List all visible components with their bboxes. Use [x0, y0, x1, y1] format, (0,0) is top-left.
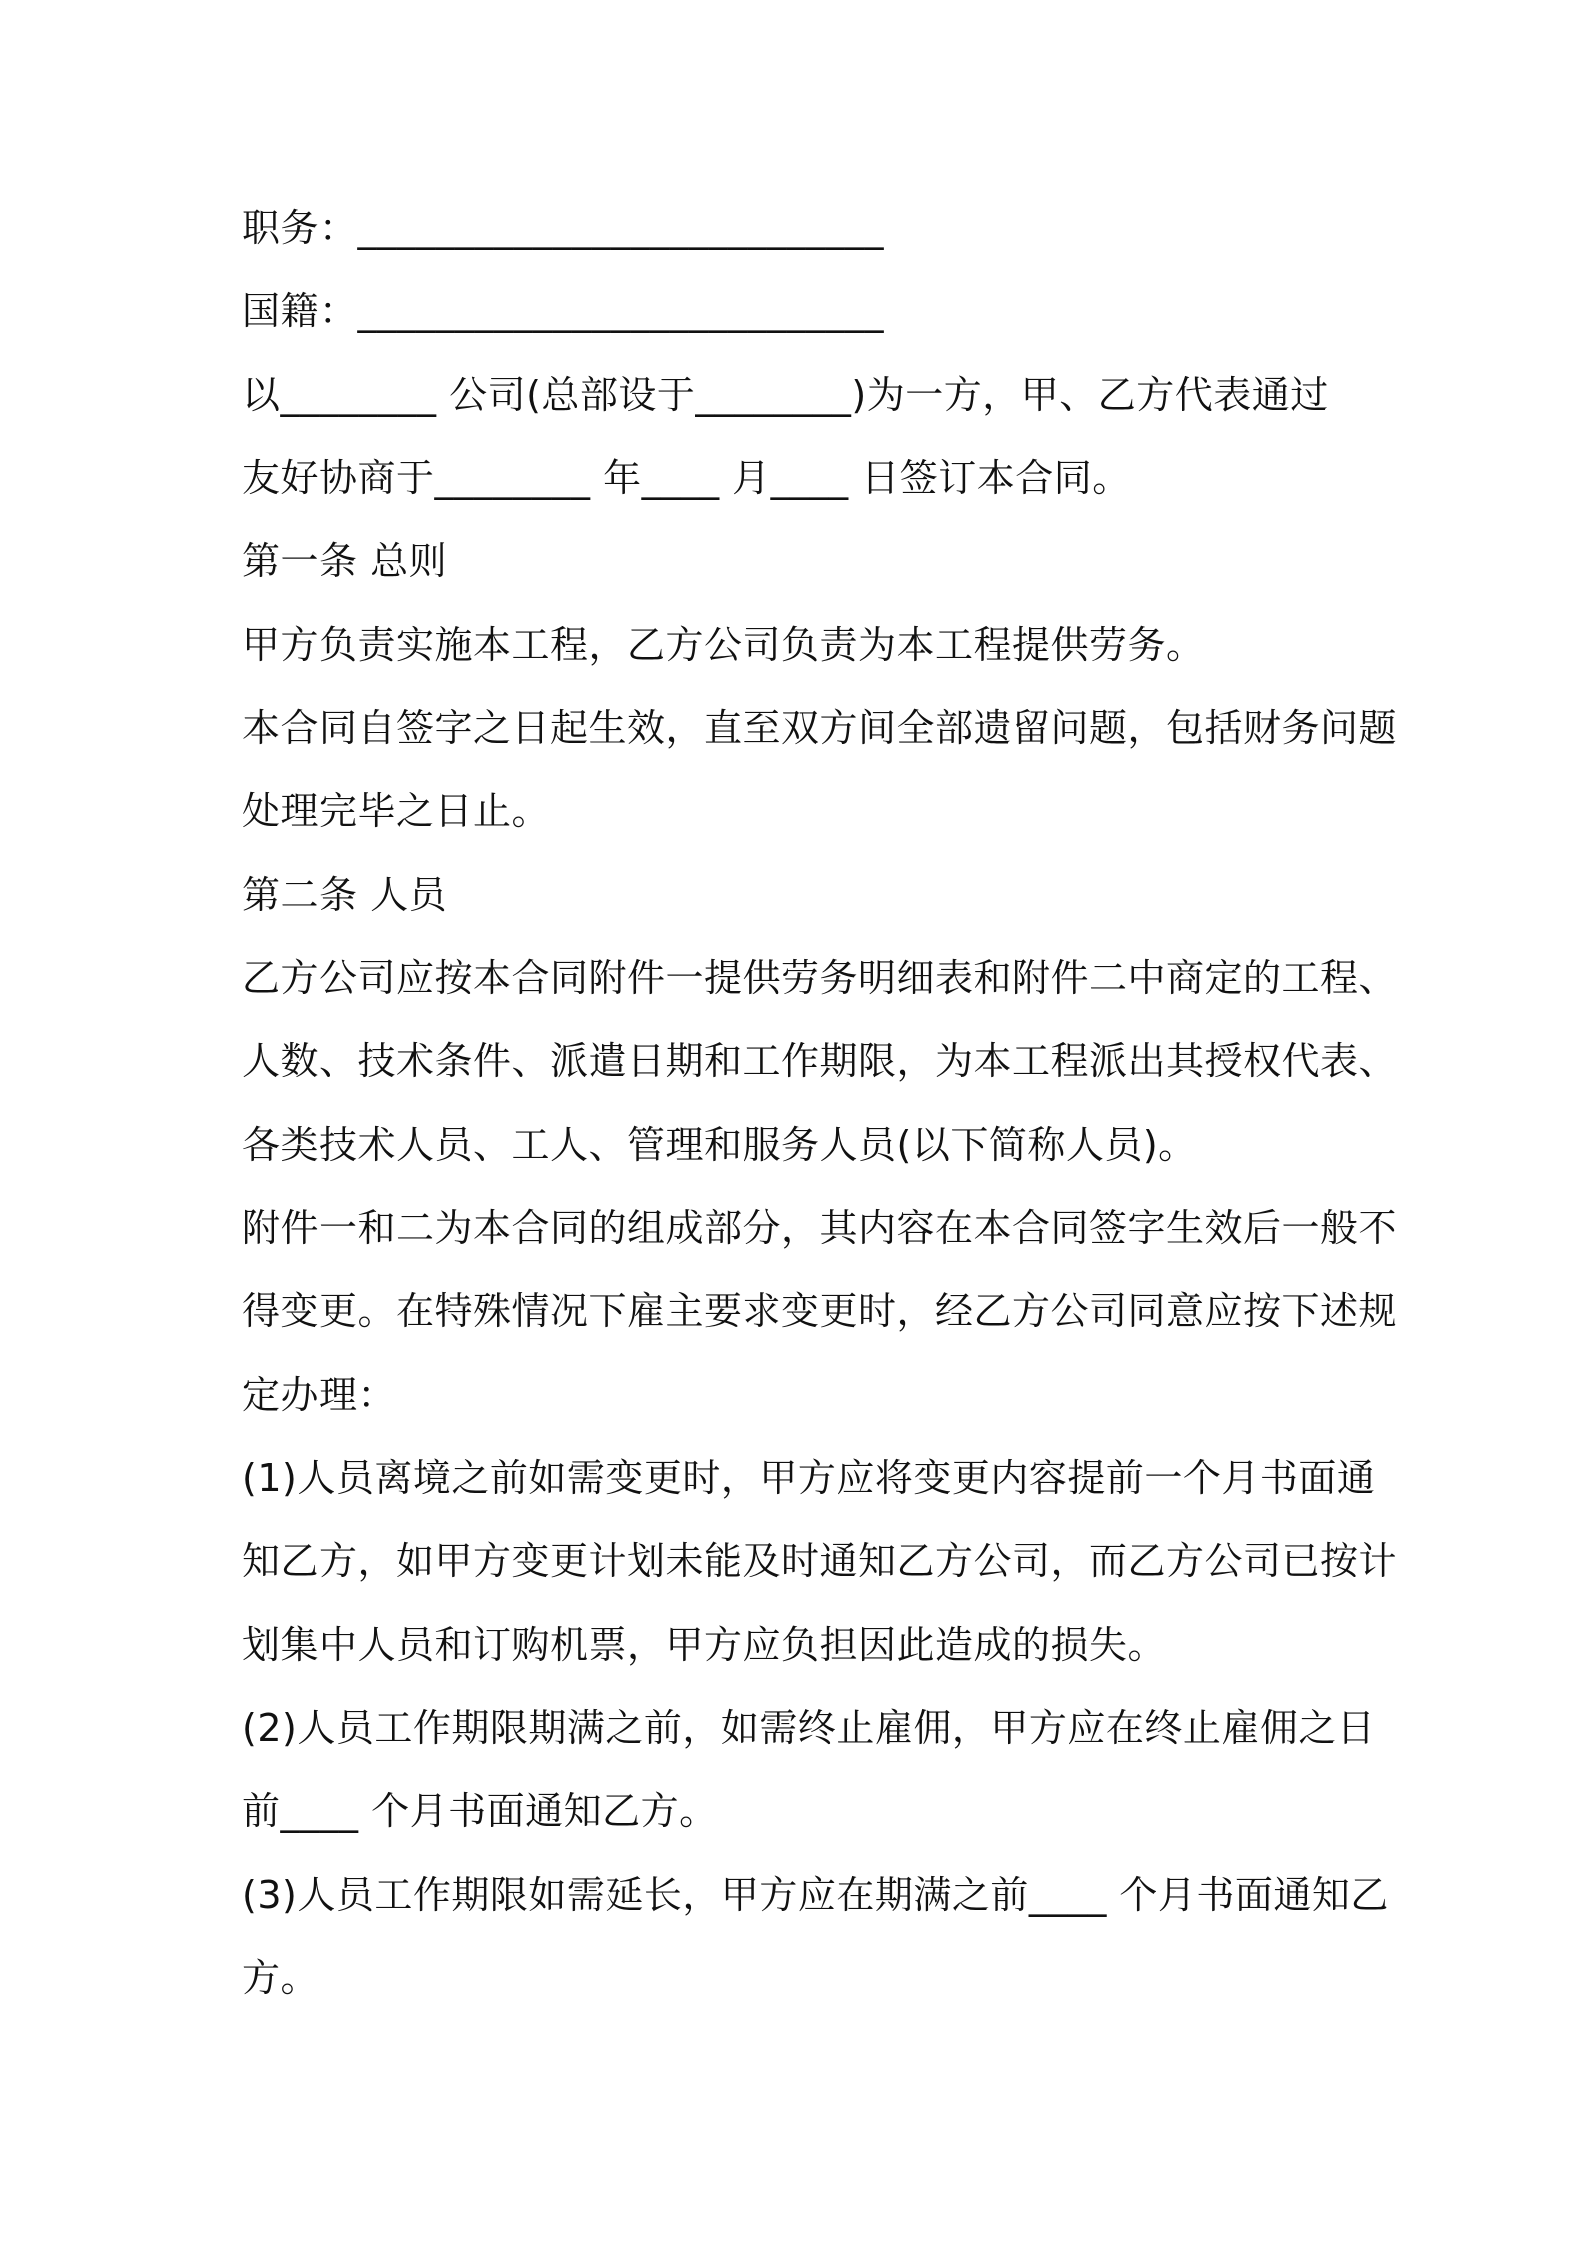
paragraph-line: 乙方公司应按本合同附件一提供劳务明细表和附件二中商定的工程、: [242, 956, 1398, 1000]
paragraph-line: 定办理：: [242, 1373, 397, 1417]
clause-2-line: (2)人员工作期限期满之前，如需终止雇佣，甲方应在终止雇佣之日: [242, 1706, 1376, 1750]
clause-1-line: 划集中人员和订购机票，甲方应负担因此造成的损失。: [242, 1623, 1167, 1667]
paragraph-line: 处理完毕之日止。: [242, 789, 551, 833]
paragraph-line: 各类技术人员、工人、管理和服务人员(以下简称人员)。: [242, 1123, 1197, 1167]
paragraph-line: 人数、技术条件、派遣日期和工作期限，为本工程派出其授权代表、: [242, 1039, 1398, 1083]
article-1-heading: 第一条 总则: [242, 539, 448, 583]
party-intro-line: 以________ 公司(总部设于________)为一方，甲、乙方代表通过: [242, 373, 1329, 417]
position-field-line: 职务：___________________________: [242, 206, 885, 250]
clause-1-line: 知乙方，如甲方变更计划未能及时通知乙方公司，而乙方公司已按计: [242, 1539, 1398, 1583]
paragraph-line: 本合同自签字之日起生效，直至双方间全部遗留问题，包括财务问题: [242, 706, 1398, 750]
paragraph-line: 甲方负责实施本工程，乙方公司负责为本工程提供劳务。: [242, 623, 1205, 667]
clause-2-line: 前____ 个月书面通知乙方。: [242, 1789, 718, 1833]
paragraph-line: 附件一和二为本合同的组成部分，其内容在本合同签字生效后一般不: [242, 1206, 1398, 1250]
signing-date-line: 友好协商于________ 年____ 月____ 日签订本合同。: [242, 456, 1131, 500]
clause-3-line: 方。: [242, 1956, 320, 2000]
nationality-field-line: 国籍：___________________________: [242, 289, 885, 333]
clause-3-line: (3)人员工作期限如需延长，甲方应在期满之前____ 个月书面通知乙: [242, 1873, 1389, 1917]
paragraph-line: 得变更。在特殊情况下雇主要求变更时，经乙方公司同意应按下述规: [242, 1289, 1398, 1333]
clause-1-line: (1)人员离境之前如需变更时，甲方应将变更内容提前一个月书面通: [242, 1456, 1376, 1500]
article-2-heading: 第二条 人员: [242, 873, 448, 917]
